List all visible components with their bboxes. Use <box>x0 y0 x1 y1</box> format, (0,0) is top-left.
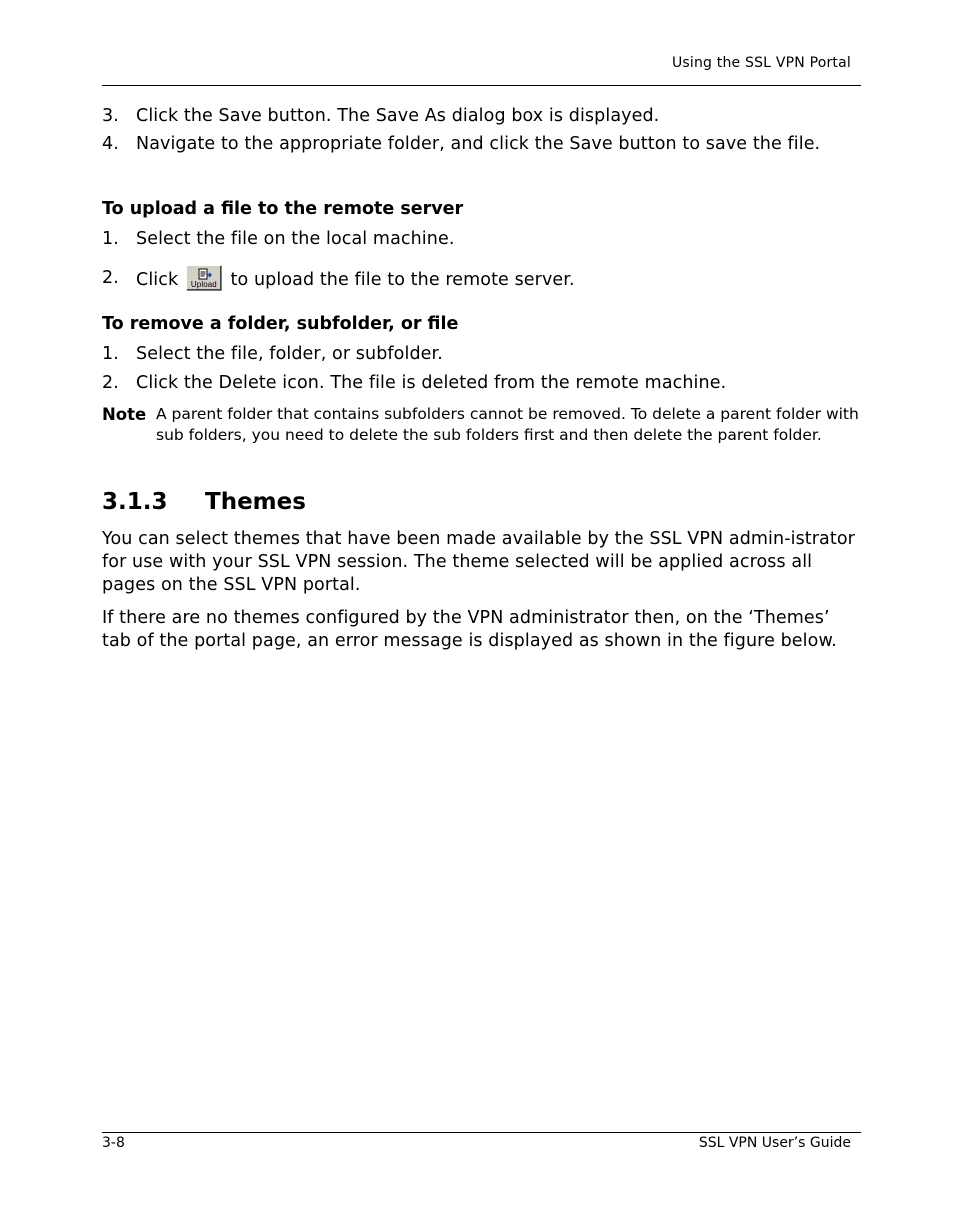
step-text: Select the file, folder, or subfolder. <box>136 344 443 364</box>
list-item <box>102 228 862 251</box>
step-number: 2. <box>102 373 119 393</box>
list-item <box>102 372 862 395</box>
step-number: 4. <box>102 134 119 154</box>
step-text: Navigate to the appropriate folder, and click the Save button to save the file. <box>136 134 821 154</box>
list-item <box>102 105 862 128</box>
list-item <box>102 133 862 156</box>
step-text: Click the Save button. The Save As dialog box is displayed. <box>136 106 660 126</box>
section-heading <box>102 487 306 517</box>
note-text: A parent folder that contains subfolders cannot be removed. To delete a parent folder with sub folders, you need to delete the sub folders first and then delete the parent folder. <box>156 405 859 444</box>
header-rule <box>102 85 861 86</box>
running-header: Using the SSL VPN Portal <box>671 55 851 71</box>
section-number: 3.1.3 <box>102 489 168 515</box>
step-number: 3. <box>102 106 119 126</box>
list-item <box>102 343 862 366</box>
body-paragraph: If there are no themes configured by the VPN administrator then, on the ‘Themes’ tab of the portal page, an error message is displayed as shown in the figure below. <box>102 608 837 651</box>
step-text-before: Click <box>136 270 179 290</box>
running-footer: SSL VPN User’s Guide <box>698 1135 851 1151</box>
step-text: Click the Delete icon. The file is deleted from the remote machine. <box>136 373 727 393</box>
step-number: 2. <box>102 268 119 288</box>
section-title: Themes <box>205 489 306 515</box>
upload-icon-label: Upload <box>190 280 217 289</box>
body-paragraph: You can select themes that have been made available by the SSL VPN admin-istrator for use with your SSL VPN session. The theme selected will be applied across all pages on the SSL VPN portal. <box>102 529 855 595</box>
procedure-heading: To upload a file to the remote server <box>102 199 464 219</box>
upload-icon <box>186 265 222 291</box>
list-item <box>102 267 862 293</box>
procedure-heading: To remove a folder, subfolder, or file <box>102 314 459 334</box>
step-text-after: to upload the file to the remote server. <box>230 270 575 290</box>
note-block <box>102 404 862 446</box>
step-number: 1. <box>102 229 119 249</box>
step-text <box>136 267 862 293</box>
step-number: 1. <box>102 344 119 364</box>
step-text: Select the file on the local machine. <box>136 229 455 249</box>
footer-rule <box>102 1132 861 1133</box>
page-number: 3-8 <box>102 1135 125 1151</box>
note-label: Note <box>102 405 147 424</box>
